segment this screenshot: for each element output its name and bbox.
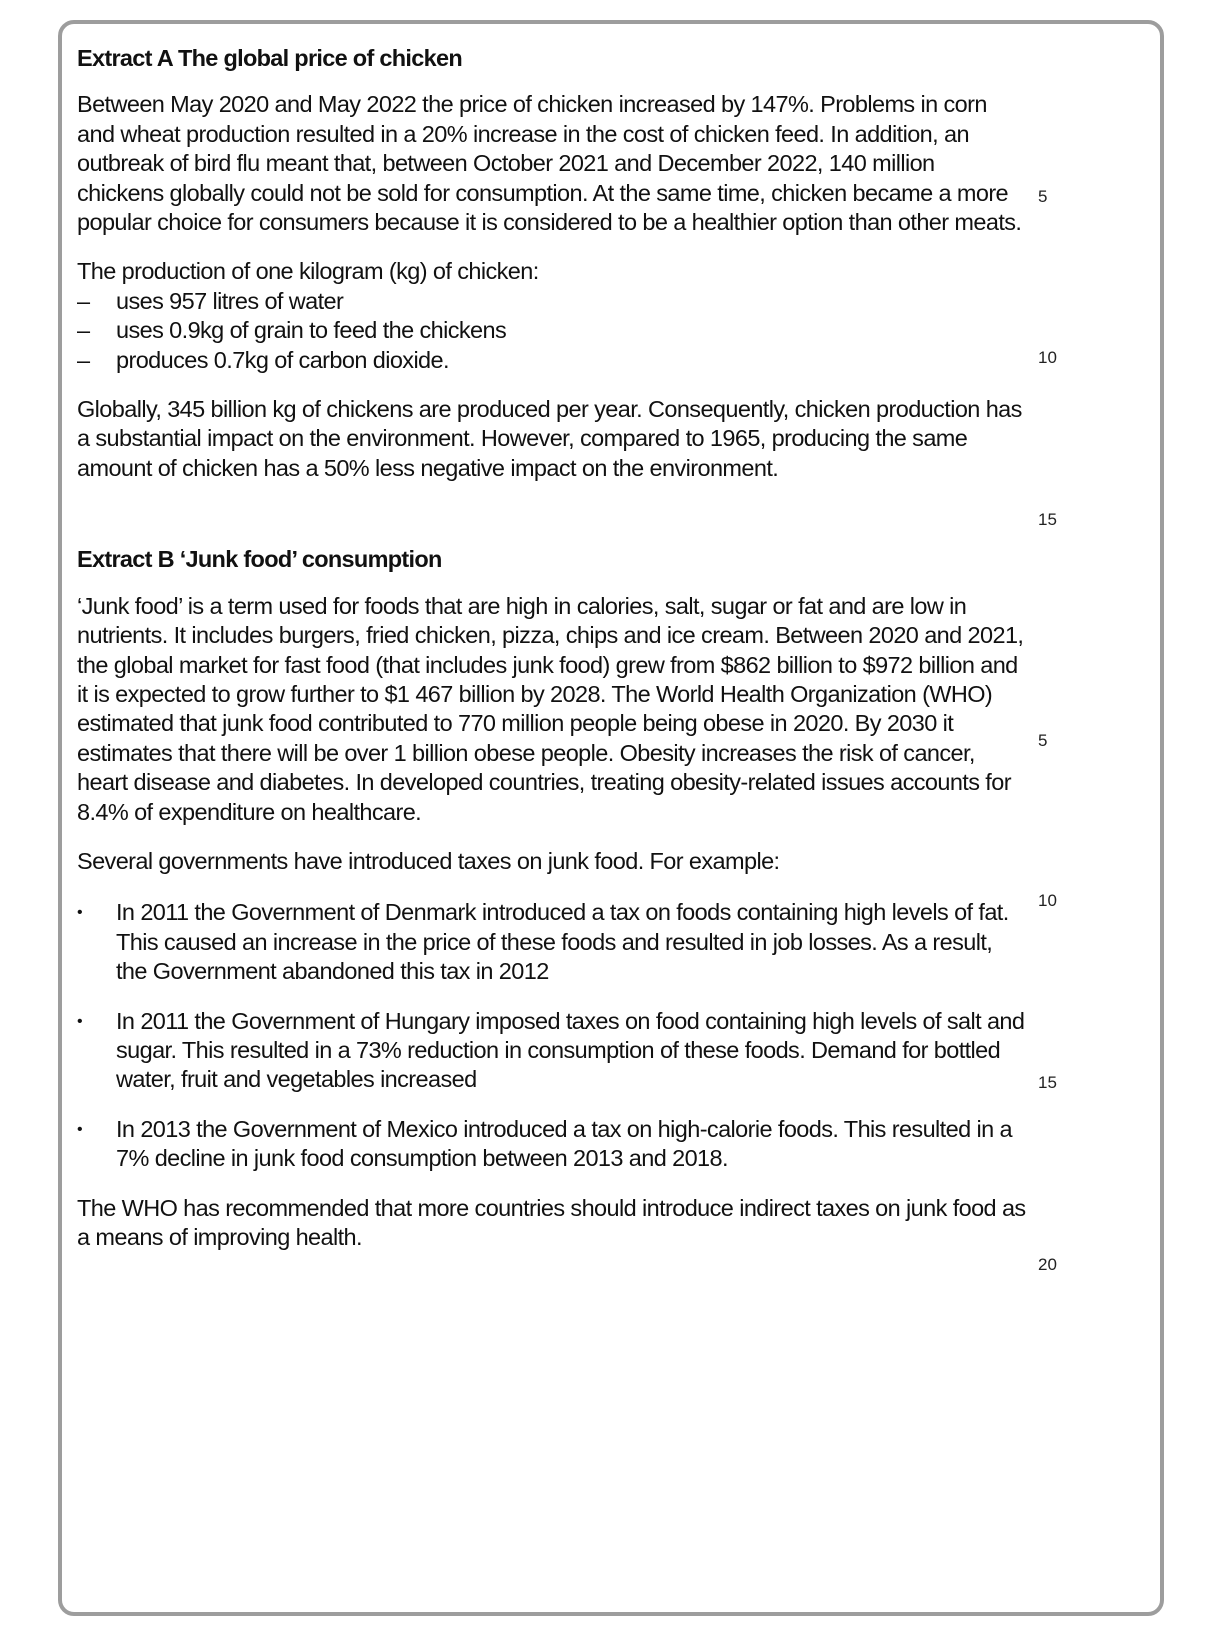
list-item: • In 2013 the Government of Mexico introduced a tax on high-calorie foods. This resulted in a 7% decline in junk food consumption between 2013 and 2018.: [77, 1115, 1012, 1172]
bullet-marker: •: [77, 904, 83, 922]
line-number: 20: [1038, 1255, 1057, 1274]
list-item: • In 2011 the Government of Hungary imposed taxes on food containing high levels of salt and sugar. This resulted in a 73% reduction in consumption of these foods. Demand for bottled water, fruit and vegetables increased: [77, 1007, 1025, 1093]
extract-b-heading: Extract B ‘Junk food’ consumption: [77, 546, 442, 573]
extract-a-list: [77, 287, 1027, 375]
bullet-marker: •: [77, 1120, 83, 1138]
line-number: 5: [1038, 187, 1048, 206]
dash-marker: –: [77, 287, 90, 314]
list-item: • In 2011 the Government of Denmark introduced a tax on foods containing high levels of fat. This caused an increase in the price of these foods and resulted in job losses. As a result, the Government abandoned this tax in 2012: [77, 899, 1009, 985]
line-number: 10: [1038, 348, 1057, 367]
dash-marker: –: [77, 317, 90, 344]
extract-a-list-intro: The production of one kilogram (kg) of chicken:: [77, 258, 539, 285]
extract-b-paragraph-3: The WHO has recommended that more countries should introduce indirect taxes on junk food as a means of improving health.: [77, 1194, 1026, 1250]
line-number: 5: [1038, 731, 1048, 750]
extract-b-paragraph-1: ‘Junk food’ is a term used for foods that are high in calories, salt, sugar or fat and are low in nutrients. It includes burgers, fried chicken, pizza, chips and ice cream. Between 2020 and 2021, the global market for fast food (that includes junk food) grew from $862 billion to $972 billion and it is expected to grow further to $1 467 billion by 2028. The World Health Organization (WHO) estimated that junk food contributed to 770 million people being obese in 2020. By 2030 it estimates that there will be over 1 billion obese people. Obesity increases the risk of cancer, heart disease and diabetes. In developed countries, treating obesity-related issues accounts for 8.4% of expenditure on healthcare.: [77, 592, 1024, 825]
extract-b-bullets: [77, 898, 1027, 1173]
extracts-content: [77, 44, 1027, 1272]
list-item: – uses 0.9kg of grain to feed the chickens: [77, 316, 1027, 345]
list-item: – uses 957 litres of water: [77, 287, 1027, 316]
extract-b-paragraph-2: Several governments have introduced taxes on junk food. For example:: [77, 847, 780, 874]
line-number: 15: [1038, 510, 1057, 529]
dash-marker: –: [77, 346, 90, 373]
extract-a-heading: Extract A The global price of chicken: [77, 45, 463, 71]
line-number: 15: [1038, 1073, 1057, 1092]
line-number: 10: [1038, 891, 1057, 910]
bullet-marker: •: [77, 1012, 83, 1030]
list-item: – produces 0.7kg of carbon dioxide.: [77, 346, 1027, 375]
extract-a-paragraph-2: Globally, 345 billion kg of chickens are produced per year. Consequently, chicken production has a substantial impact on the environment. However, compared to 1965, producing the same amount of chicken has a 50% less negative impact on the environment.: [77, 396, 1022, 481]
extract-a-paragraph-1: Between May 2020 and May 2022 the price of chicken increased by 147%. Problems in corn and wheat production resulted in a 20% increase in the cost of chicken feed. In addition, an outbreak of bird flu meant that, between October 2021 and December 2022, 140 million chickens globally could not be sold for consumption. At the same time, chicken became a more popular choice for consumers because it is considered to be a healthier option than other meats.: [77, 91, 1022, 236]
